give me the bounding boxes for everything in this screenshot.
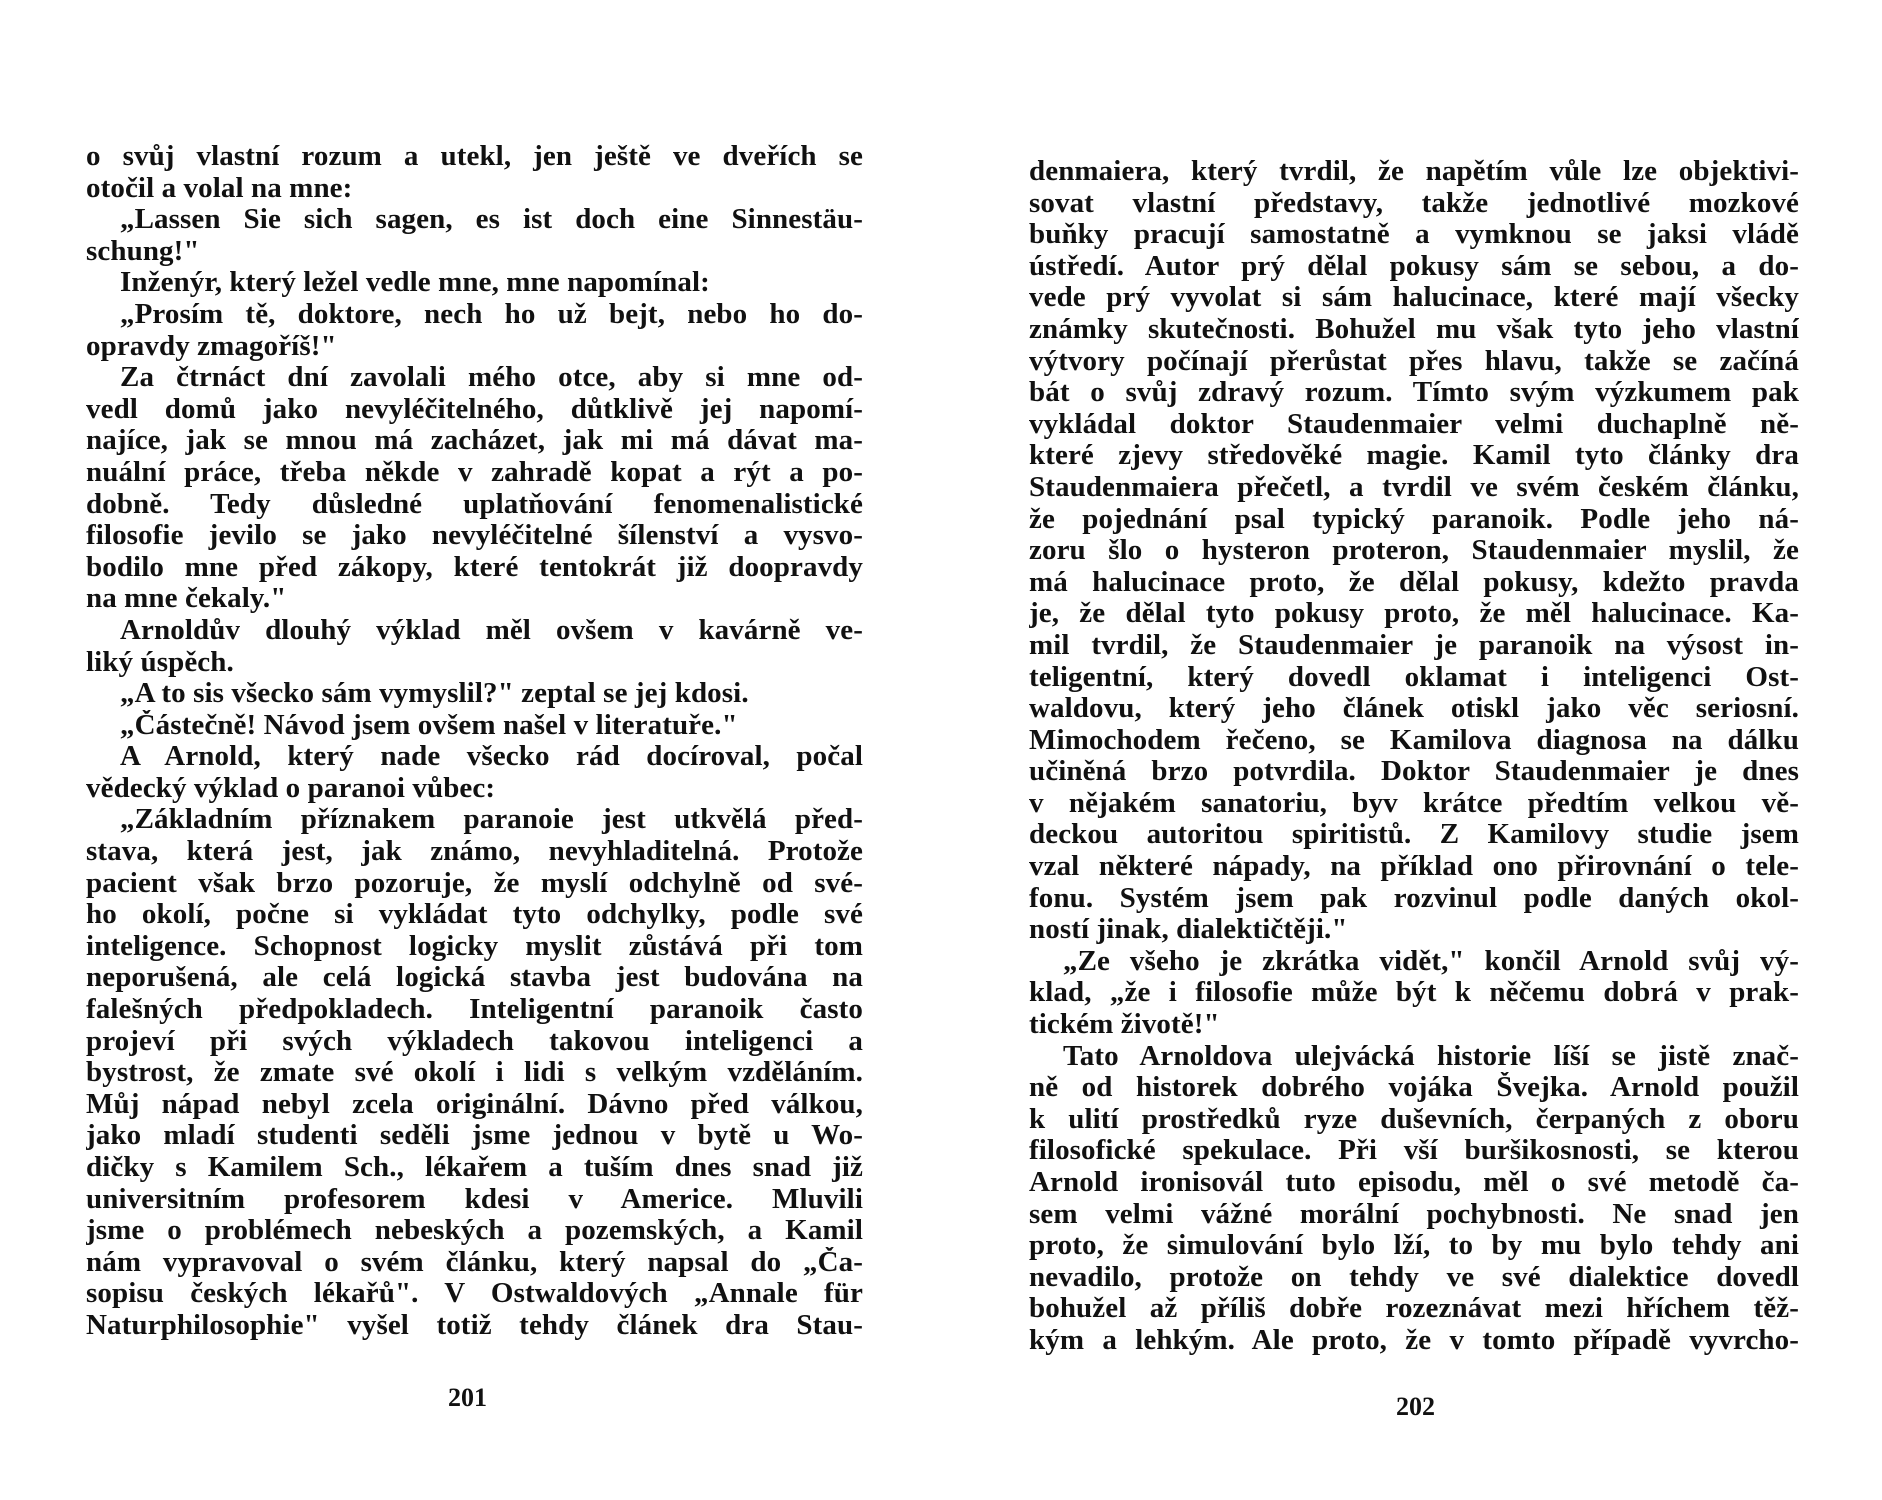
text-line: bát o svůj zdravý rozum. Tímto svým výzkumem pak — [1029, 377, 1799, 409]
right-page-number: 202 — [1396, 1392, 1435, 1421]
text-line: mil tvrdil, že Staudenmaier je paranoik na výsost in- — [1029, 629, 1799, 661]
text-line: výtvory počínají přerůstat přes hlavu, takže se začíná — [1029, 345, 1799, 377]
text-line: projeví při svých výkladech takovou inteligenci a — [86, 1025, 863, 1057]
text-line: vede prý vyvolat si sám halucinace, které mají všecky — [1029, 282, 1799, 314]
text-line: známky skutečnosti. Bohužel mu však tyto jeho vlastní — [1029, 313, 1799, 345]
text-line: A Arnold, který nade všecko rád docíroval, počal — [120, 741, 863, 773]
text-line: nám vypravoval o svém článku, který napsal do „Ča- — [86, 1246, 863, 1278]
text-line: nevadilo, protože on tehdy ve své dialektice dovedl — [1029, 1261, 1799, 1293]
text-line: buňky pracují samostatně a vymknou se jaksi vládě — [1029, 219, 1799, 251]
text-line: „Prosím tě, doktore, nech ho už bejt, nebo ho do- — [120, 298, 863, 330]
text-line: „A to sis všecko sám vymyslil?" zeptal se jej kdosi. — [120, 678, 749, 710]
text-line: na mne čekaly." — [86, 583, 287, 615]
text-line: teligentní, který dovedl oklamat i inteligenci Ost- — [1029, 661, 1799, 693]
text-line: denmaiera, který tvrdil, že napětím vůle lze objektivi- — [1029, 156, 1799, 187]
text-line: učiněná brzo potvrdila. Doktor Staudenmaier je dnes — [1029, 756, 1799, 788]
right-page — [941, 0, 1882, 1500]
text-line: tickém životě!" — [1029, 1009, 1220, 1041]
text-line: falešných předpokladech. Inteligentní paranoik často — [86, 994, 863, 1026]
text-line: universitním profesorem kdesi v Americe. Mluvili — [86, 1183, 863, 1215]
text-line: v nějakém sanatoriu, byv krátce předtím velkou vě- — [1029, 787, 1799, 819]
text-line: má halucinace proto, že dělal pokusy, kdežto pravda — [1029, 566, 1799, 598]
text-line: sopisu českých lékařů". V Ostwaldových „Annale für — [86, 1278, 863, 1310]
text-line: otočil a volal na mne: — [86, 172, 353, 204]
text-line: Mimochodem řečeno, se Kamilova diagnosa na dálku — [1029, 724, 1799, 756]
text-line: „Ze všeho je zkrátka vidět," končil Arnold svůj vý- — [1063, 945, 1799, 977]
text-line: klad, „že i filosofie může být k něčemu dobrá v prak- — [1029, 977, 1799, 1009]
text-line: vedl domů jako nevyléčitelného, důtklivě jej napomí- — [86, 393, 863, 425]
text-line: filosofické spekulace. Při vší buršikosnosti, se kterou — [1029, 1135, 1799, 1167]
text-line: Arnoldův dlouhý výklad měl ovšem v kavárně ve- — [120, 614, 863, 646]
text-line: filosofie jevilo se jako nevyléčitelné šílenství a vysvo- — [86, 520, 863, 552]
text-line: bohužel až příliš dobře rozeznávat mezi hříchem těž- — [1029, 1293, 1799, 1325]
text-line: že pojednání psal typický paranoik. Podle jeho ná- — [1029, 503, 1799, 535]
text-line: Inženýr, který ležel vedle mne, mne napomínal: — [120, 267, 710, 299]
right-page-text — [1029, 156, 1799, 1357]
text-line: sovat vlastní představy, takže jednotlivé mozkové — [1029, 187, 1799, 219]
text-line: „Částečně! Návod jsem ovšem našel v literatuře." — [120, 709, 738, 741]
text-line: vykládal doktor Staudenmaier velmi duchaplně ně- — [1029, 408, 1799, 440]
text-line: dičky s Kamilem Sch., lékařem a tuším dnes snad již — [86, 1152, 863, 1183]
text-line: schung!" — [86, 235, 200, 267]
text-line: neporušená, ale celá logická stavba jest budována na — [86, 962, 863, 994]
text-line: fonu. Systém jsem pak rozvinul podle daných okol- — [1029, 882, 1799, 914]
text-line: Za čtrnáct dní zavolali mého otce, aby si mne od- — [120, 362, 863, 394]
text-line: inteligence. Schopnost logicky myslit zůstává při tom — [86, 930, 863, 962]
left-page-number: 201 — [448, 1383, 487, 1412]
text-line: opravdy zmagoříš!" — [86, 330, 337, 362]
text-line: Můj nápad nebyl zcela originální. Dávno před válkou, — [86, 1088, 863, 1120]
text-line: Tato Arnoldova ulejvácká historie líší se jistě znač- — [1063, 1040, 1799, 1072]
text-line: vzal některé nápady, na příklad ono přirovnání o tele- — [1029, 851, 1799, 883]
text-line: „Základním příznakem paranoie jest utkvělá před- — [120, 804, 863, 836]
text-line: bystrost, že zmate své okolí i lidi s velkým vzděláním. — [86, 1057, 863, 1089]
text-line: je, že dělal tyto pokusy proto, že měl halucinace. Ka- — [1029, 598, 1799, 630]
text-line: jako mladí studenti seděli jsme jednou v bytě u Wo- — [86, 1120, 863, 1152]
text-line: Arnold ironisovál tuto episodu, měl o své metodě ča- — [1029, 1167, 1799, 1198]
text-line: ností jinak, dialektičtěji." — [1029, 914, 1348, 946]
text-line: proto, že simulování bylo lží, to by mu bylo tehdy ani — [1029, 1230, 1799, 1262]
text-line: Staudenmaiera přečetl, a tvrdil ve svém českém článku, — [1029, 471, 1799, 503]
text-line: jsme o problémech nebeských a pozemských, a Kamil — [86, 1215, 863, 1247]
text-line: vědecký výklad o paranoi vůbec: — [86, 772, 496, 804]
text-line: deckou autoritou spiritistů. Z Kamilovy studie jsem — [1029, 819, 1799, 851]
text-line: ho okolí, počne si vykládat tyto odchylky, podle své — [86, 899, 863, 931]
text-line: najíce, jak se mnou má zacházet, jak mi má dávat ma- — [86, 425, 863, 457]
text-line: k ulití prostředků ryze duševních, čerpaných z oboru — [1029, 1103, 1799, 1135]
text-line: dobně. Tedy důsledné uplatňování fenomenalistické — [86, 488, 863, 520]
text-line: sem velmi vážné morální pochybnosti. Ne snad jen — [1029, 1198, 1799, 1230]
text-line: bodilo mne před zákopy, které tentokrát již doopravdy — [86, 551, 863, 583]
text-line: zoru šlo o hysteron proteron, Staudenmaier myslil, že — [1029, 535, 1799, 567]
text-line: ústředí. Autor prý dělal pokusy sám se sebou, a do- — [1029, 250, 1799, 282]
left-page-text — [86, 141, 863, 1342]
text-line: waldovu, který jeho článek otiskl jako věc seriosní. — [1029, 693, 1799, 725]
text-line: kým a lehkým. Ale proto, že v tomto případě vyvrcho- — [1029, 1324, 1799, 1356]
text-line: pacient však brzo pozoruje, že myslí odchylně od své- — [86, 867, 863, 899]
text-line: stava, která jest, jak známo, nevyhladitelná. Protože — [86, 836, 863, 868]
text-line: liký úspěch. — [86, 646, 234, 678]
text-line: ně od historek dobrého vojáka Švejka. Arnold použil — [1029, 1072, 1799, 1104]
text-line: které zjevy středověké magie. Kamil tyto články dra — [1029, 440, 1799, 472]
text-line: „Lassen Sie sich sagen, es ist doch eine Sinnestäu- — [120, 204, 863, 236]
text-line: Naturphilosophie" vyšel totiž tehdy článek dra Stau- — [86, 1309, 863, 1341]
text-line: o svůj vlastní rozum a utekl, jen ještě ve dveřích se — [86, 141, 863, 172]
text-line: nuální práce, třeba někde v zahradě kopat a rýt a po- — [86, 456, 863, 488]
